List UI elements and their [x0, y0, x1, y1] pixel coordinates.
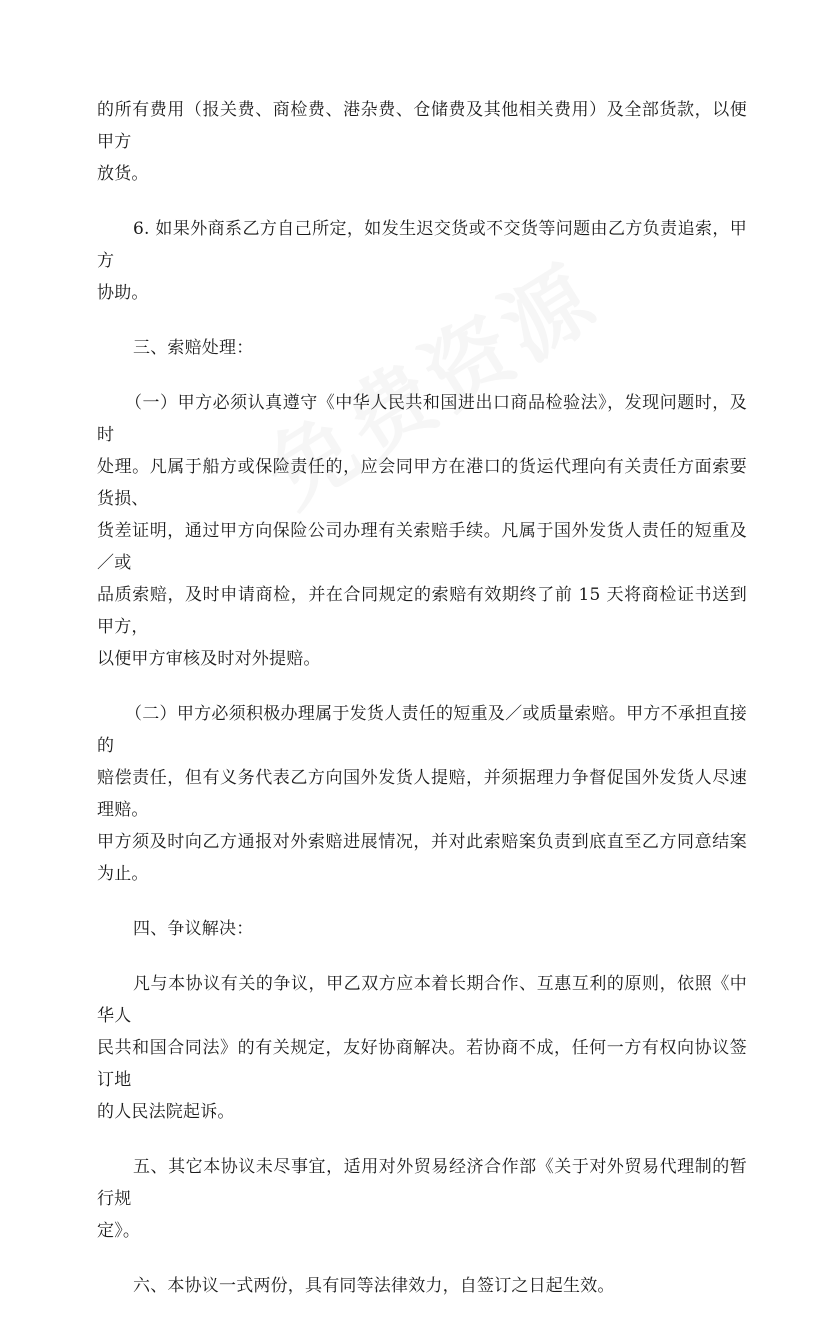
text-line: 协助。: [97, 283, 149, 303]
text-line: 的所有费用（报关费、商检费、港杂费、仓储费及其他相关费用）及全部货款，以便甲方: [97, 100, 747, 152]
paragraph-claims-1: [97, 387, 747, 675]
text-line: 处理。凡属于船方或保险责任的，应会同甲方在港口的货运代理向有关责任方面索要货损、: [97, 457, 747, 509]
text-line: 的人民法院起诉。: [97, 1102, 235, 1122]
text-line: 凡与本协议有关的争议，甲乙双方应本着长期合作、互惠互利的原则，依照《中华人: [97, 974, 747, 1026]
paragraph-fees: [97, 94, 747, 190]
paragraph-effectiveness: [97, 1270, 747, 1302]
text-line: 品质索赔，及时申请商检，并在合同规定的索赔有效期终了前 15 天将商检证书送到甲方，: [97, 585, 747, 637]
document-body: [97, 94, 747, 1325]
paragraph-disputes: [97, 968, 747, 1128]
text-line: 以便甲方审核及时对外提赔。: [97, 649, 321, 669]
text-line: 货差证明，通过甲方向保险公司办理有关索赔手续。凡属于国外发货人责任的短重及／或: [97, 521, 747, 573]
text-line: （二）甲方必须积极办理属于发货人责任的短重及／或质量索赔。甲方不承担直接的: [97, 704, 747, 756]
text-line: 甲方须及时向乙方通报对外索赔进展情况，并对此索赔案负责到底直至乙方同意结案为止。: [97, 832, 747, 884]
text-line: 民共和国合同法》的有关规定，友好协商解决。若协商不成，任何一方有权向协议签订地: [97, 1038, 747, 1090]
text-line: 6. 如果外商系乙方自己所定，如发生迟交货或不交货等问题由乙方负责追索，甲方: [97, 219, 747, 271]
section-heading-claims: [97, 332, 747, 364]
heading-text: 三、索赔处理：: [133, 338, 254, 358]
text-line: 定》。: [97, 1221, 141, 1241]
text-line: 六、本协议一式两份，具有同等法律效力，自签订之日起生效。: [133, 1276, 615, 1296]
text-line: 五、其它本协议未尽事宜，适用对外贸易经济合作部《关于对外贸易代理制的暂行规: [97, 1157, 747, 1209]
paragraph-item-6: [97, 213, 747, 309]
paragraph-other-matters: [97, 1151, 747, 1247]
paragraph-claims-2: [97, 698, 747, 890]
section-heading-disputes: [97, 913, 747, 945]
text-line: 赔偿责任，但有义务代表乙方向国外发货人提赔，并须据理力争督促国外发货人尽速理赔。: [97, 768, 747, 820]
heading-text: 四、争议解决：: [133, 919, 254, 939]
text-line: 放货。: [97, 164, 149, 184]
text-line: （一）甲方必须认真遵守《中华人民共和国进出口商品检验法》，发现问题时，及时: [97, 393, 747, 445]
